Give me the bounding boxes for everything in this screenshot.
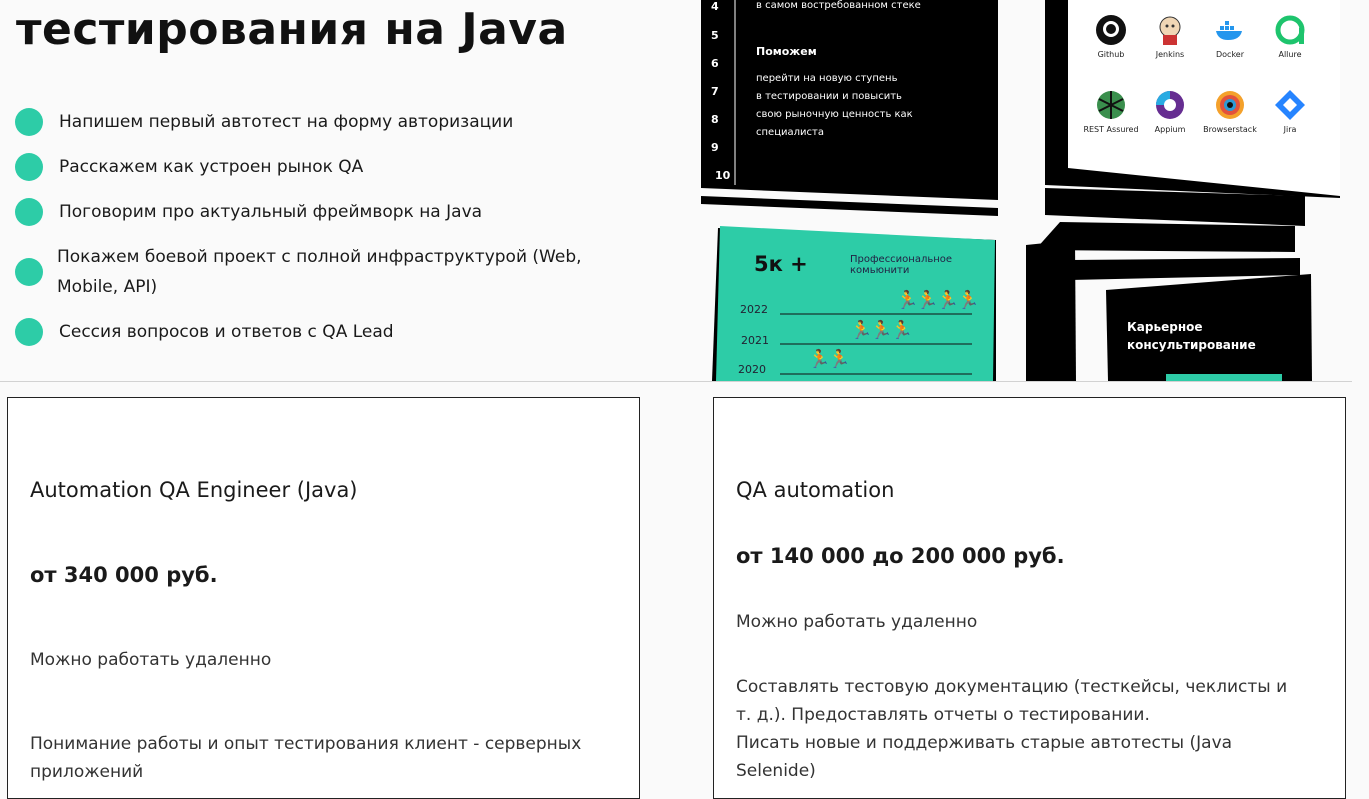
vacancy-description: Понимание работы и опыт тестирования клиент - серверных приложений xyxy=(30,734,582,782)
docker-icon xyxy=(1214,14,1246,46)
tool-label: REST Assured xyxy=(1083,125,1139,134)
step-number: 9 xyxy=(711,141,719,154)
vacancy-description: Писать новые и поддерживать старые автотесты (Java Selenide) xyxy=(736,733,1233,781)
tool-jira xyxy=(1260,89,1320,134)
tool-label: Jira xyxy=(1283,125,1297,134)
tool-browserstack xyxy=(1200,89,1260,134)
bullet-dot-icon xyxy=(15,108,43,136)
list-item xyxy=(15,242,615,302)
vacancy-salary: от 340 000 руб. xyxy=(30,563,218,587)
list-item-text: Покажем боевой проект с полной инфраструктурой (Web, Mobile, API) xyxy=(57,247,582,297)
step-number: 5 xyxy=(711,29,719,42)
community-label-line: Профессиональное xyxy=(850,254,953,265)
page-heading: тестирования на Java xyxy=(16,4,568,55)
allure-icon xyxy=(1274,14,1306,46)
vacancy-description: Составлять тестовую документацию (тесткейсы, чеклисты и т. д.). Предоставлять отчеты о тестировании. xyxy=(736,677,1288,725)
tool-rest-assured xyxy=(1081,89,1141,134)
tool-allure xyxy=(1260,14,1320,59)
career-line: консультирование xyxy=(1127,338,1256,352)
appium-icon xyxy=(1154,89,1186,121)
career-line: Карьерное xyxy=(1127,320,1203,334)
list-item-text: Поговорим про актуальный фреймворк на Java xyxy=(59,202,483,222)
bullet-dot-icon xyxy=(15,153,43,181)
community-label-line: комьюнити xyxy=(850,265,910,276)
people-icon: 🏃🏃 xyxy=(808,349,849,370)
bullet-dot-icon xyxy=(15,318,43,346)
people-icon: 🏃🏃🏃🏃 xyxy=(896,290,978,311)
help-line: свою рыночную ценность как xyxy=(756,109,913,120)
vacancy-title: QA automation xyxy=(736,478,895,502)
tool-label: Jenkins xyxy=(1155,50,1185,59)
community-label xyxy=(850,254,952,276)
help-line: перейти на новую ступень xyxy=(756,73,898,84)
jira-icon xyxy=(1274,89,1306,121)
list-item xyxy=(15,152,363,182)
vacancy-salary: от 140 000 до 200 000 руб. xyxy=(736,544,1065,568)
tool-jenkins xyxy=(1140,14,1200,59)
community-count: 5к + xyxy=(754,252,808,276)
bullet-dot-icon xyxy=(15,198,43,226)
year-label: 2021 xyxy=(741,334,769,347)
rest-assured-icon xyxy=(1095,89,1127,121)
list-item xyxy=(15,107,513,137)
help-text xyxy=(756,70,913,142)
bullet-dot-icon xyxy=(15,258,43,286)
vacancy-remote: Можно работать удаленно xyxy=(30,650,272,670)
help-line: специалиста xyxy=(756,127,824,138)
list-item xyxy=(15,197,482,227)
step-number: 7 xyxy=(711,85,719,98)
tool-docker xyxy=(1200,14,1260,59)
vacancy-title: Automation QA Engineer (Java) xyxy=(30,478,358,502)
people-icon: 🏃🏃🏃 xyxy=(850,320,912,341)
step-number: 8 xyxy=(711,113,719,126)
promo-collage xyxy=(700,0,1369,381)
list-item-text: Сессия вопросов и ответов с QA Lead xyxy=(59,322,394,342)
tool-github xyxy=(1081,14,1141,59)
tool-appium xyxy=(1140,89,1200,134)
github-icon xyxy=(1095,14,1127,46)
help-line: в тестировании и повысить xyxy=(756,91,902,102)
browserstack-icon xyxy=(1214,89,1246,121)
vacancy-card[interactable] xyxy=(713,397,1346,799)
list-item xyxy=(15,317,394,347)
section-divider xyxy=(0,381,1352,382)
tool-label: Allure xyxy=(1278,50,1302,59)
list-item-text: Напишем первый автотест на форму авторизации xyxy=(59,112,514,132)
stack-text: в самом востребованном стеке xyxy=(756,0,921,11)
step-number: 10 xyxy=(715,169,731,182)
step-number: 4 xyxy=(711,0,719,13)
tool-label: Browserstack xyxy=(1203,125,1257,134)
jenkins-icon xyxy=(1154,14,1186,46)
tool-label: Github xyxy=(1097,50,1125,59)
career-text xyxy=(1127,318,1256,354)
vacancy-remote: Можно работать удаленно xyxy=(736,612,978,632)
year-label: 2022 xyxy=(740,303,768,316)
help-title: Поможем xyxy=(756,45,817,58)
vacancy-card[interactable] xyxy=(7,397,640,799)
tool-label: Docker xyxy=(1215,50,1244,59)
list-item-text: Расскажем как устроен рынок QA xyxy=(59,157,364,177)
step-number: 6 xyxy=(711,57,719,70)
tool-label: Appium xyxy=(1154,125,1186,134)
year-label: 2020 xyxy=(738,363,766,376)
